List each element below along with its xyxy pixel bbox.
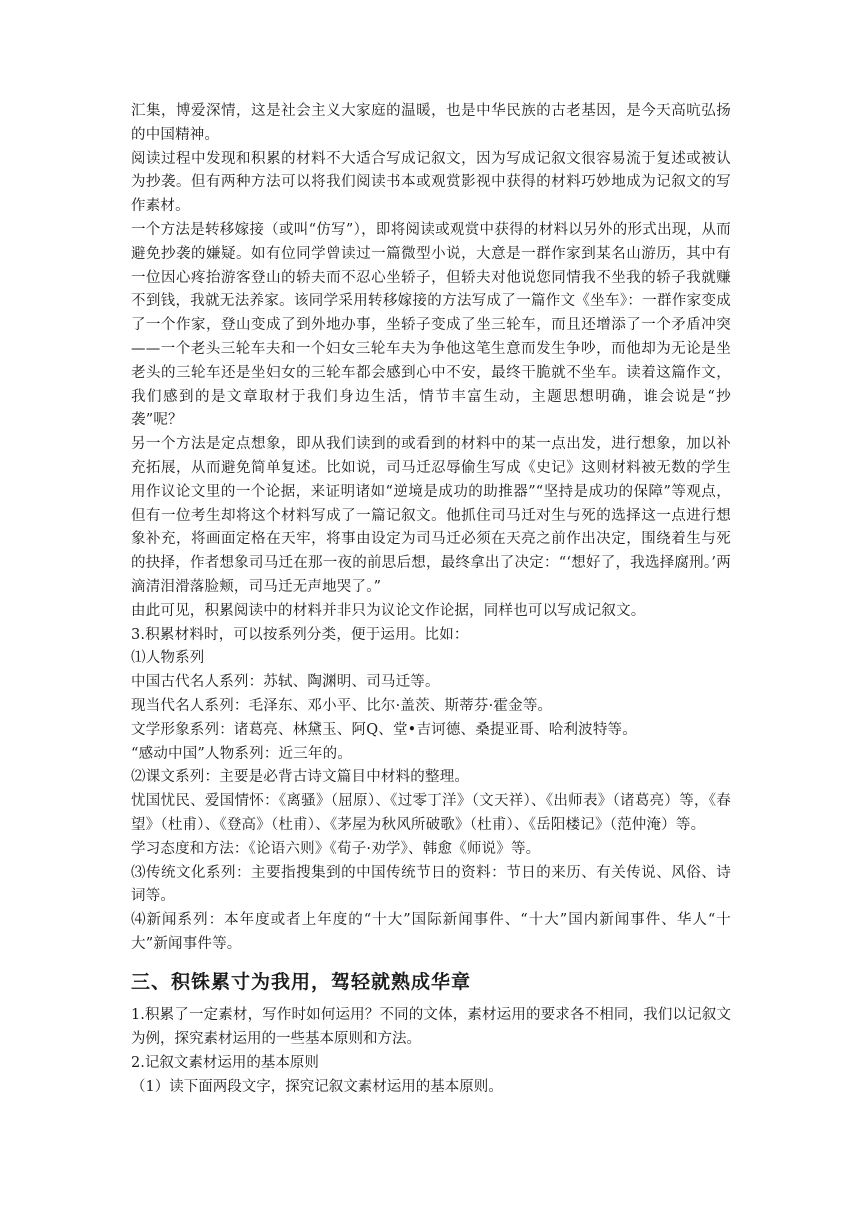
list-item: 学习态度和方法：《论语六则》《荀子·劝学》、韩愈《师说》等。 (131, 840, 541, 857)
paragraph: 阅读过程中发现和积累的材料不大适合写成记叙文，因为写成记叙文很容易流于复述或被认为抄袭。但有两种方法可以将我们阅读书本或观赏影视中获得的材料巧妙地成为记叙文的写作素材。 (131, 150, 731, 215)
paragraph: 汇集，博爱深情，这是社会主义大家庭的温暖，也是中华民族的古老基因，是今天高吭弘扬的中国精神。 (131, 103, 731, 143)
paragraph: 1.积累了一定素材，写作时如何运用？不同的文体，素材运用的要求各不相同，我们以记叙文为例，探究素材运用的一些基本原则和方法。 (131, 1006, 731, 1047)
list-item: “感动中国”人物系列：近三年的。 (131, 745, 353, 762)
list-heading: ⑶传统文化系列：主要指搜集到的中国传统节日的资料：节日的来历、有关传说、风俗、诗词等。 (131, 864, 731, 905)
document-body (131, 100, 731, 1099)
list-item: 现当代名人系列：毛泽东、邓小平、比尔·盖茨、斯蒂芬·霍金等。 (131, 697, 553, 714)
paragraph: 3.积累材料时，可以按系列分类，便于运用。比如： (131, 626, 469, 643)
paragraph: 另一个方法是定点想象，即从我们读到的或看到的材料中的某一点出发，进行想象，加以补充拓展，从而避免简单复述。比如说，司马迁忍辱偷生写成《史记》这则材料被无数的学生用作议论文里的一个论据，来证明诸如“逆境是成功的助推器”“坚持是成功的保障”等观点，但有一位考生却将这个材料写成了一篇记叙文。他抓住司马迁对生与死的选择这一点进行想象补充，将画面定格在天牢，将事由设定为司马迁必须在天亮之前作出决定，围绕着生与死的抉择，作者想象司马迁在那一夜的前思后想，最终拿出了决定：“‘想好了，我选择腐刑。’两滴清泪滑落脸颊，司马迁无声地哭了。” (131, 436, 731, 595)
list-item: 文学形象系列：诸葛亮、林黛玉、阿Q、堂•吉诃德、桑提亚哥、哈利波特等。 (131, 721, 637, 738)
paragraph: 一个方法是转移嫁接（或叫“仿写”），即将阅读或观赏中获得的材料以另外的形式出现，从而避免抄袭的嫌疑。如有位同学曾读过一篇微型小说，大意是一群作家到某名山游历，其中有一位因心疼抬游客登山的轿夫而不忍心坐轿子，但轿夫对他说您同情我不坐我的轿子我就赚不到钱，我就无法养家。该同学采用转移嫁接的方法写成了一篇作文《坐车》：一群作家变成了一个作家，登山变成了到外地办事，坐轿子变成了坐三轮车，而且还增添了一个矛盾冲突——一个老头三轮车夫和一个妇女三轮车夫为争他这笔生意而发生争吵，而他却为无论是坐老头的三轮车还是坐妇女的三轮车都会感到心中不安，最终干脆就不坐车。读着这篇作文，我们感到的是文章取材于我们身边生活，情节丰富生动，主题思想明确，谁会说是“抄袭”呢？ (131, 221, 731, 429)
paragraph: 由此可见，积累阅读中的材料并非只为议论文作论据，同样也可以写成记叙文。 (131, 602, 646, 619)
paragraph: 2.记叙文素材运用的基本原则 (131, 1054, 319, 1071)
list-item: 中国古代名人系列：苏轼、陶渊明、司马迁等。 (131, 674, 440, 691)
list-item: 忧国忧民、爱国情怀：《离骚》（屈原）、《过零丁洋》（文天祥）、《出师表》（诸葛亮）等，《春望》（杜甫）、《登高》（杜甫）、《茅屋为秋风所破歌》（杜甫）、《岳阳楼记》（范仲淹）等。 (131, 793, 731, 833)
section-heading: 三、积铢累寸为我用，驾轻就熟成华章 (131, 970, 472, 993)
list-heading: ⑷新闻系列：本年度或者上年度的“十大”国际新闻事件、“十大”国内新闻事件、华人“十大”新闻事件等。 (131, 912, 731, 952)
paragraph: （1）读下面两段文字，探究记叙文素材运用的基本原则。 (131, 1078, 503, 1095)
list-heading: ⑴人物系列 (131, 650, 205, 667)
list-heading: ⑵课文系列：主要是必背古诗文篇目中材料的整理。 (131, 769, 470, 786)
